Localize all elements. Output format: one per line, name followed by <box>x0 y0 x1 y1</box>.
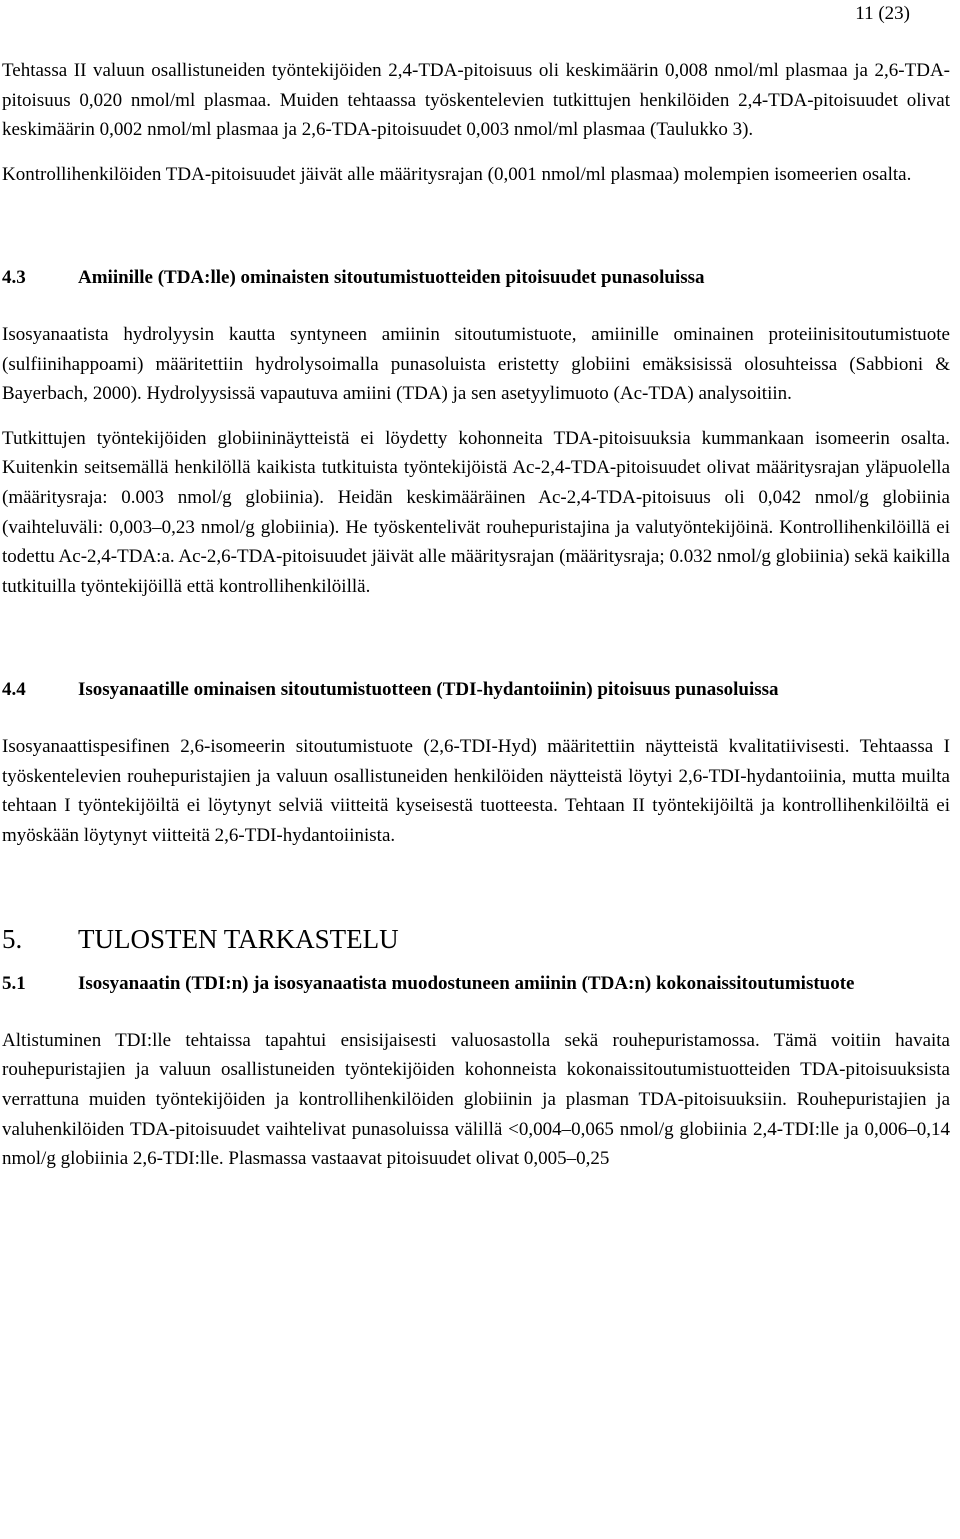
chapter-number: 5. <box>2 924 23 955</box>
paragraph-globin-results: Tutkittujen työntekijöiden globiininäytteistä ei löydetty kohonneita TDA-pitoisuuksia kummankaan isomeerin osalta. Kuitenkin seitsemällä henkilöllä kaikista tutkituista työntekijöistä Ac-2,4-TDA-pitoisuudet olivat määritysrajan yläpuolella (määritysraja: 0.003 nmol/g globiinia). Heidän keskimääräinen Ac-2,4-TDA-pitoisuus oli 0,042 nmol/g globiinia (vaihteluväli: 0,003–0,23 nmol/g globiinia). He työskentelivät rouhepuristajina ja valutyöntekijöinä. Kontrollihenkilöillä ei todettu Ac-2,4-TDA:a. Ac-2,6-TDA-pitoisuudet jäivät alle määritysrajan (määritysraja; 0.032 nmol/g globiinia) sekä kaikilla tutkituilla työntekijöillä että kontrollihenkilöillä. <box>2 427 950 597</box>
section-title: Isosyanaatille ominaisen sitoutumistuotteen (TDI-hydantoiinin) pitoisuus punasoluissa <box>78 679 779 701</box>
section-heading-4-4 <box>2 675 950 705</box>
chapter-title: TULOSTEN TARKASTELU <box>78 924 399 955</box>
section-title: Amiinille (TDA:lle) ominaisten sitoutumistuotteiden pitoisuudet punasoluissa <box>78 267 705 289</box>
section-number: 5.1 <box>2 973 26 995</box>
page-number: 11 (23) <box>855 3 910 24</box>
document-body <box>2 56 950 1174</box>
chapter-heading-5 <box>2 922 950 956</box>
paragraph-tda-plasma-factory-ii: Tehtassa II valuun osallistuneiden työntekijöiden 2,4-TDA-pitoisuus oli keskimäärin 0,008 nmol/ml plasmaa ja 2,6-TDA-pitoisuus 0,020 nmol/ml plasmaa. Muiden tehtaassa työskentelevien tutkittujen henkilöiden 2,4-TDA-pitoisuudet olivat keskimäärin 0,002 nmol/ml plasmaa ja 2,6-TDA-pitoisuudet 0,003 nmol/ml plasmaa (Taulukko 3). <box>2 60 950 141</box>
paragraph-control-subjects: Kontrollihenkilöiden TDA-pitoisuudet jäivät alle määritysrajan (0,001 nmol/ml plasmaa) molempien isomeerien osalta. <box>2 163 912 185</box>
section-number: 4.4 <box>2 679 26 701</box>
paragraph-exposure-discussion: Altistuminen TDI:lle tehtaissa tapahtui ensisijaisesti valuosastolla sekä rouhepuristamossa. Tämä voitiin havaita rouhepuristajien ja valuun osallistuneiden työntekijöiden kohonneista kokonaissitoutumistuotteiden TDA-pitoisuuksista verrattuna muiden työntekijöiden ja kontrollihenkilöiden globiinin ja plasman TDA-pitoisuuksiin. Rouhepuristajien ja valuhenkilöiden TDA-pitoisuudet vaihtelivat punasoluissa välillä <0,004–0,065 nmol/g globiinia 2,4-TDI:lle ja 0,006–0,14 nmol/g globiinia 2,6-TDI:lle. Plasmassa vastaavat pitoisuudet olivat 0,005–0,25 <box>2 1029 950 1170</box>
section-number: 4.3 <box>2 267 26 289</box>
paragraph-amine-adduct-method: Isosyanaatista hydrolyysin kautta syntyneen amiinin sitoutumistuote, amiinille ominainen proteiinisitoutumistuote (sulfiinihappoami) määritettiin hydrolysoimalla punasoluista eristetty globiini emäksisissä olosuhteissa (Sabbioni & Bayerbach, 2000). Hydrolyysissä vapautuva amiini (TDA) ja sen asetyylimuoto (Ac-TDA) analysoitiin. <box>2 323 950 405</box>
section-heading-4-3 <box>2 263 950 293</box>
section-title: Isosyanaatin (TDI:n) ja isosyanaatista muodostuneen amiinin (TDA:n) kokonaissitoutumistuote <box>78 973 855 995</box>
paragraph-tdi-hydantoin: Isosyanaattispesifinen 2,6-isomeerin sitoutumistuote (2,6-TDI-Hyd) määritettiin näytteistä kvalitatiivisesti. Tehtaassa I työskentelevien rouhepuristajien ja valuun osallistuneiden henkilöiden näytteistä löytyi 2,6-TDI-hydantoiinia, mutta muilta tehtaan I työntekijöiltä ei löytynyt selviä viitteitä kyseisestä tuotteesta. Tehtaan II työntekijöiltä ja kontrollihenkilöiltä ei myöskään löytynyt viitteitä 2,6-TDI-hydantoiinista. <box>2 735 950 846</box>
section-heading-5-1 <box>2 969 950 999</box>
